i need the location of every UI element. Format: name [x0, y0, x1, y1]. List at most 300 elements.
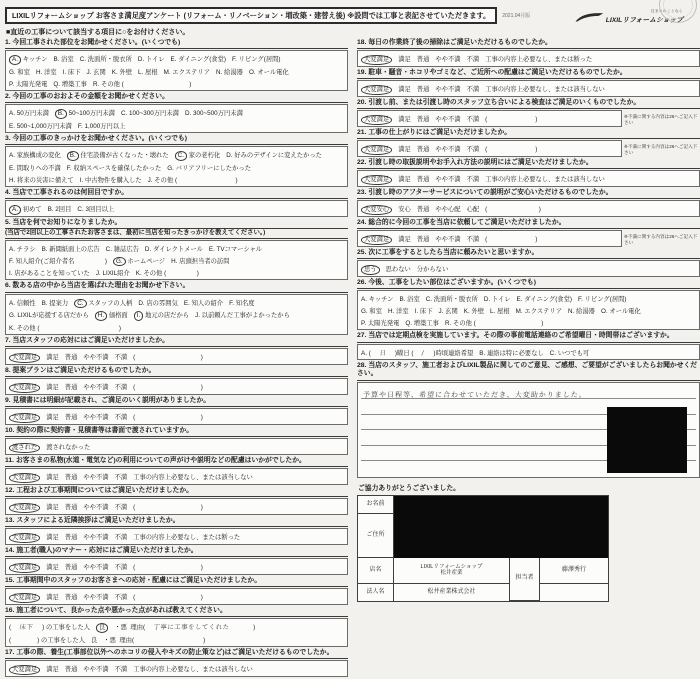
question-1	[5, 39, 348, 91]
option[interactable]: (	[485, 146, 488, 154]
selected-option[interactable]: 大変満足	[361, 145, 392, 155]
option[interactable]: A. キッチン	[361, 296, 394, 304]
option-letter: E.	[208, 245, 215, 253]
option-line	[361, 142, 618, 155]
option[interactable]: (	[133, 414, 136, 422]
option[interactable]: B. 浴室	[53, 56, 74, 64]
option[interactable]: 満足	[46, 666, 59, 674]
option[interactable]: やや不満	[435, 86, 461, 94]
option[interactable]: E. 間取りへの不満	[9, 164, 61, 172]
option[interactable]: 普通	[416, 86, 430, 94]
option[interactable]: )時頃連絡希望	[433, 349, 474, 357]
option[interactable]: I. 床下	[414, 308, 433, 316]
option[interactable]: 不満	[114, 474, 128, 482]
option-letter: J.	[438, 308, 444, 316]
option[interactable]: やや不満	[435, 146, 461, 154]
selected-option[interactable]: 思う	[361, 265, 380, 275]
option[interactable]: 不満	[114, 564, 128, 572]
option[interactable]: K. 外壁	[111, 68, 133, 76]
option[interactable]: )	[141, 384, 203, 392]
option[interactable]: ) の工事をした人	[37, 636, 86, 644]
question-title: 6. 数ある店の中から当店を選ばれた理由をお聞かせ下さい。	[5, 282, 348, 292]
option[interactable]: E. ダイニング(食堂)	[516, 296, 573, 304]
option[interactable]: R. その他 (	[92, 80, 124, 88]
option[interactable]: 不満	[114, 414, 128, 422]
option[interactable]: )	[141, 594, 203, 602]
option-letter: F.	[66, 164, 72, 172]
option[interactable]: やや不満	[83, 474, 109, 482]
option[interactable]: )	[141, 504, 203, 512]
option[interactable]: (	[133, 594, 136, 602]
option[interactable]: B. 提案力	[41, 299, 69, 307]
option[interactable]: やや不満	[83, 666, 109, 674]
option[interactable]: D. トイレ	[483, 296, 511, 304]
thanks-message: ご協力ありがとうございました。	[358, 484, 460, 492]
option-line	[9, 560, 344, 573]
option[interactable]: 満足	[46, 354, 59, 362]
option[interactable]: N. 給湯器	[216, 68, 243, 76]
option[interactable]: 普通	[416, 206, 430, 214]
circle-mark: I.	[134, 311, 144, 321]
selected-option[interactable]: 大変安心	[361, 205, 392, 215]
selected-option[interactable]: I. 地元の店だから	[134, 312, 189, 319]
option[interactable]: F. 収納スペースを確保したかった	[66, 164, 162, 172]
question-title: 7. 当店スタッフの応対にはご満足いただけましたか。	[5, 337, 348, 347]
option[interactable]: 満足	[46, 594, 59, 602]
question-2	[5, 93, 348, 133]
question-16	[5, 607, 348, 647]
option[interactable]: )	[80, 257, 108, 265]
option[interactable]: )	[493, 206, 541, 214]
option[interactable]: 工事の内容上必要なし、または該当しない	[485, 176, 605, 184]
selected-option[interactable]: 大変満足	[361, 115, 392, 125]
option[interactable]: J. 玄関	[86, 68, 106, 76]
option-letter: D.	[144, 245, 152, 253]
option[interactable]: 不満	[466, 176, 480, 184]
questions-column-left	[5, 39, 348, 679]
question-title: 24. 総合的に今回の工事を当店に依頼してご満足いただけましたか。	[357, 219, 700, 229]
option[interactable]: P. 太陽光発電	[9, 80, 48, 88]
selected-option[interactable]: A. 初めて	[9, 206, 42, 213]
option-line	[9, 242, 344, 254]
option[interactable]: )	[493, 146, 538, 154]
address-label: ご住所	[358, 514, 394, 558]
option[interactable]: H. 洋室	[388, 308, 409, 316]
option[interactable]: C. 洗面所・脱衣所	[425, 296, 478, 304]
option[interactable]: B. 浴室	[399, 296, 420, 304]
staff-value-empty	[540, 584, 608, 601]
option[interactable]: C. 雑誌広告	[105, 245, 139, 253]
option[interactable]: J. その他 (	[147, 176, 178, 184]
option[interactable]	[17, 637, 31, 644]
option[interactable]: J. 玄関	[438, 308, 458, 316]
option[interactable]: Q. 増築工事	[405, 320, 439, 328]
option[interactable]: R. その他 (	[444, 320, 476, 328]
option-letter: K.	[111, 68, 118, 76]
option[interactable]: 満足	[46, 414, 59, 422]
option[interactable]: J. 以前頼んだ工事がよかったから	[195, 312, 290, 320]
option[interactable]: K. その他 (	[135, 270, 167, 278]
option[interactable]: 不満	[466, 116, 480, 124]
option[interactable]: やや不満	[83, 504, 109, 512]
option[interactable]: I. 中古物件を購入した	[79, 176, 142, 184]
question-23	[357, 189, 700, 217]
option[interactable]: )	[140, 636, 206, 644]
option-line	[361, 316, 696, 328]
option[interactable]: J. LIXIL紹介	[95, 270, 130, 278]
option-letter: F.	[77, 122, 83, 130]
answer-box	[5, 348, 348, 365]
option-letter: D.	[184, 110, 192, 118]
selected-option[interactable]: 大変満足	[361, 85, 392, 95]
option[interactable]: F. 知人紹介(ご紹介者名	[9, 257, 75, 265]
option[interactable]: 工事の内容上必要なし、または該当しない	[133, 474, 253, 482]
option[interactable]: O. オール電化	[600, 308, 641, 316]
option[interactable]: 満足	[398, 236, 411, 244]
answer-box	[357, 170, 700, 187]
option-letter: P.	[9, 80, 15, 88]
option[interactable]: 普通	[64, 504, 78, 512]
option[interactable]: ・悪 理由(	[103, 636, 135, 644]
option[interactable]: 不満	[466, 56, 480, 64]
selected-option[interactable]: 大変満足	[361, 235, 392, 245]
option[interactable]: D. 店の雰囲気	[138, 299, 178, 307]
question-27	[357, 332, 700, 359]
option[interactable]: I. 床下	[62, 68, 81, 76]
answer-box	[5, 468, 348, 485]
option[interactable]: 満足	[46, 564, 59, 572]
question-19	[357, 69, 700, 97]
option[interactable]: )	[493, 236, 538, 244]
option-letter: R.	[92, 80, 100, 88]
option-letter: E.	[183, 299, 190, 307]
option[interactable]: やや心配	[435, 206, 461, 214]
option[interactable]: 不満	[114, 666, 128, 674]
selected-option[interactable]: C. スタッフの人柄	[74, 300, 132, 307]
option[interactable]: )	[141, 354, 203, 362]
option[interactable]: 良	[91, 636, 98, 644]
question-title: 18. 毎日の作業終了後の掃除はご満足いただけるものでしたか。	[357, 39, 700, 49]
option[interactable]: 不満	[114, 384, 128, 392]
option-letter: C.	[120, 110, 128, 118]
footnote: ※不満に関する内容は26へご記入下さい	[624, 234, 698, 245]
option[interactable]: 普通	[416, 236, 430, 244]
option[interactable]: 不満	[114, 594, 128, 602]
staff-label: 担当者	[510, 558, 540, 601]
option[interactable]: )	[141, 414, 203, 422]
option[interactable]: 満足	[398, 146, 411, 154]
option[interactable]: G. LIXILが応援する店だから	[9, 312, 89, 320]
option[interactable]: 普通	[64, 594, 78, 602]
option[interactable]: ) の工事をした人	[42, 624, 91, 632]
question-title: 1. 今回工事された部位をお聞かせください。(いくつでも)	[5, 39, 348, 49]
option[interactable]: 普通	[416, 146, 430, 154]
option[interactable]: 心配	[466, 206, 480, 214]
staff-value: 藤澤秀行	[540, 558, 608, 584]
option[interactable]: E. 500~1,000万円未満	[9, 122, 72, 130]
option[interactable]: やや不満	[83, 534, 109, 542]
option[interactable]: やや不満	[435, 116, 461, 124]
option-line	[361, 346, 696, 358]
circle-mark: C.	[74, 299, 86, 309]
option[interactable]: C. 100~300万円未満	[120, 110, 179, 118]
option-letter: O.	[600, 308, 608, 316]
question-title: 27. 当店では定期点検を実施しています。その際の事前電話連絡のご希望曜日・時間帯はございますか。	[357, 332, 700, 342]
selected-option[interactable]: 大変満足	[361, 175, 392, 185]
option[interactable]: ・悪 理由(	[114, 624, 146, 632]
answer-box	[357, 110, 622, 127]
answer-box	[357, 200, 700, 217]
option[interactable]: 普通	[64, 354, 78, 362]
option[interactable]: 満足	[46, 504, 59, 512]
option[interactable]: 安心	[398, 206, 411, 214]
option[interactable]: G. 和室	[9, 68, 30, 76]
shop-value-line1: LIXILリフォームショップ	[420, 563, 483, 570]
option[interactable]: M. エクステリア	[163, 68, 210, 76]
option[interactable]: 分からない	[416, 266, 449, 274]
option[interactable]: C. 3回目以上	[77, 206, 115, 214]
option[interactable]: やや不満	[435, 56, 461, 64]
option[interactable]: (	[485, 116, 488, 124]
selected-option[interactable]: H. 価格面	[95, 312, 128, 319]
option[interactable]: K. 外壁	[463, 308, 485, 316]
answer-box	[5, 528, 348, 545]
option[interactable]: H. 店頭担当者の訪問	[171, 257, 230, 265]
form-version: 2021.04月版	[502, 13, 531, 19]
option[interactable]: 不満	[114, 534, 128, 542]
option[interactable]: 普通	[416, 56, 430, 64]
option[interactable]: P. 太陽光発電	[361, 320, 400, 328]
company-label: 法人名	[358, 584, 394, 601]
selected-option[interactable]: 良	[96, 623, 108, 633]
option-letter: J.	[86, 68, 92, 76]
option-letter: D.	[226, 152, 233, 160]
option[interactable]: L. 屋根	[490, 308, 510, 316]
option[interactable]: )	[481, 320, 544, 328]
option[interactable]: A. チラシ	[9, 245, 36, 253]
option[interactable]: A. 信頼性	[9, 299, 36, 307]
question-title: 11. お客さまの私物(水道・電気など)の利用についての声がけや説明などの配慮はいかがでしたか。	[5, 457, 348, 467]
option[interactable]: O. オール電化	[248, 68, 289, 76]
option[interactable]: 満足	[398, 116, 411, 124]
option[interactable]: )	[235, 624, 256, 632]
option[interactable]: 工事の内容上必要なし、または該当しない	[133, 666, 253, 674]
option[interactable]: C. 洗面所・脱衣所	[79, 56, 132, 64]
option[interactable]: 満足	[398, 56, 411, 64]
option[interactable]: G. 和室	[361, 308, 382, 316]
option-letter: C.	[425, 296, 433, 304]
option-letter: F.	[9, 257, 14, 265]
circle-mark: A.	[9, 55, 21, 65]
selected-option[interactable]: 大変満足	[9, 563, 40, 573]
question-title: 4. 当店で工事されるのは何回目ですか。	[5, 189, 348, 199]
option[interactable]: 不満	[114, 354, 128, 362]
option[interactable]: )	[493, 116, 538, 124]
name-label: お名前	[358, 496, 394, 514]
question-title: 2. 今回の工事のおおよその金額をお聞かせください。	[5, 93, 348, 103]
option[interactable]: E. ダイニング(食堂)	[170, 56, 227, 64]
option[interactable]: (	[133, 504, 136, 512]
option[interactable]: 普通	[64, 474, 78, 482]
option[interactable]: E. TVコマーシャル	[208, 245, 263, 253]
option[interactable]: やや不満	[83, 594, 109, 602]
option[interactable]: 思わない	[385, 266, 411, 274]
option-letter: B.	[399, 296, 406, 304]
option-letter: D.	[137, 56, 145, 64]
option-letter: J.	[195, 312, 200, 320]
option[interactable]: M. エクステリア	[515, 308, 562, 316]
option-line	[361, 52, 696, 65]
question-24	[357, 219, 700, 247]
option[interactable]: B. 連絡は特に必要なし	[479, 349, 544, 357]
option-letter: I.	[79, 176, 84, 184]
option[interactable]: D. 好みのデザインに変えたかった	[226, 152, 322, 160]
footnote: ※不満に関する内容は26へご記入下さい	[624, 114, 698, 125]
option[interactable]: F. 知名度	[229, 299, 255, 307]
option[interactable]: )	[183, 176, 238, 184]
option[interactable]: E. 知人の紹介	[183, 299, 224, 307]
option[interactable]: 満足	[398, 86, 411, 94]
instruction-line: ■直近の工事について該当する項目に○をお付けください。	[6, 29, 190, 36]
selected-option[interactable]: 大変満足	[9, 473, 40, 483]
option[interactable]: 不満	[466, 146, 480, 154]
selected-option[interactable]: 大変満足	[9, 533, 40, 543]
option[interactable]: やや不満	[435, 176, 461, 184]
option[interactable]: 普通	[64, 384, 78, 392]
option[interactable]: (	[133, 384, 136, 392]
question-title: 8. 提案プランはご満足いただけるものでしたか。	[5, 367, 348, 377]
option-line	[361, 112, 618, 125]
option[interactable]: 満足	[46, 474, 59, 482]
selected-option[interactable]: 大変満足	[9, 383, 40, 393]
option[interactable]: )	[172, 270, 199, 278]
option[interactable]: F. リビング(居間)	[578, 296, 627, 304]
option[interactable]: G. バリアフリーにしたかった	[167, 164, 251, 172]
option[interactable]: C. いつでも可	[549, 349, 590, 357]
option[interactable]: H. 将来の災害に備えて	[9, 176, 74, 184]
selected-option[interactable]: 大変満足	[9, 593, 40, 603]
selected-option[interactable]: 大変満足	[361, 55, 392, 65]
option[interactable]: K. その他 (	[9, 324, 40, 332]
option[interactable]: (	[9, 624, 12, 632]
handwritten-entry: /	[419, 349, 428, 357]
answer-box	[5, 438, 348, 455]
answer-box	[5, 558, 348, 575]
option[interactable]: 工事の内容上必要なし、または断った	[133, 534, 241, 542]
option[interactable]: 普通	[416, 116, 430, 124]
option[interactable]: 満足	[46, 384, 59, 392]
question-title: 15. 工事期間中のスタッフのお客さまへの応対・配慮にはご満足いただけましたか。	[5, 577, 348, 587]
option-line	[9, 350, 344, 363]
selected-option[interactable]: 大変満足	[9, 353, 40, 363]
option-letter: F.	[232, 56, 237, 64]
answer-box	[5, 146, 348, 187]
option[interactable]: D. ダイレクトメール	[144, 245, 203, 253]
option[interactable]: 満足	[398, 176, 411, 184]
option[interactable]: やや不満	[435, 236, 461, 244]
option[interactable]: B. 新聞紙面上の広告	[41, 245, 100, 253]
option[interactable]: 普通	[416, 176, 430, 184]
option[interactable]: I. 店があることを知っていた	[9, 270, 90, 278]
selected-option[interactable]: 大変満足	[9, 413, 40, 423]
option[interactable]: F. 1,000万円以上	[77, 122, 126, 130]
question-9	[5, 397, 348, 425]
option[interactable]: L. 屋根	[138, 68, 158, 76]
option-letter: H.	[9, 176, 16, 184]
option-line	[9, 266, 344, 278]
option[interactable]: A. 50万円未満	[9, 110, 49, 118]
option[interactable]: やや不満	[83, 384, 109, 392]
selected-option[interactable]: A. キッチン	[9, 56, 47, 63]
option[interactable]: A. (	[361, 349, 371, 357]
option[interactable]: (	[133, 564, 136, 572]
option[interactable]: 満足	[46, 534, 59, 542]
option-letter: H.	[388, 308, 395, 316]
option-line	[361, 304, 696, 316]
option[interactable]: Q. 増築工事	[53, 80, 87, 88]
option[interactable]: )	[129, 80, 192, 88]
option[interactable]: 不満	[466, 236, 480, 244]
selected-option[interactable]: B. 50~100万円未満	[55, 110, 115, 117]
option[interactable]: 普通	[64, 414, 78, 422]
answer-box	[357, 230, 622, 247]
answer-box	[357, 290, 700, 330]
selected-option[interactable]: 大変満足	[9, 503, 40, 513]
option[interactable]: F. リビング(居間)	[232, 56, 281, 64]
option[interactable]: D. トイレ	[137, 56, 165, 64]
question-21	[357, 129, 700, 157]
option[interactable]: (	[9, 636, 12, 644]
selected-option[interactable]: C. 家の老朽化	[175, 152, 221, 159]
option[interactable]: (	[485, 236, 488, 244]
answer-box	[357, 50, 700, 67]
selected-option[interactable]: G. ホームページ	[113, 258, 165, 265]
option[interactable]: 不満	[114, 504, 128, 512]
option[interactable]: B. 2回目	[47, 206, 72, 214]
question-title: 9. 見積書には明細が記載され、ご満足のいく説明がありましたか。	[5, 397, 348, 407]
option[interactable]: やや不満	[83, 354, 109, 362]
option[interactable]: 不満	[466, 86, 480, 94]
selected-option[interactable]: B. 住宅設備が古くなった・壊れた	[67, 152, 169, 159]
option-letter: A.	[9, 110, 15, 118]
question-3	[5, 135, 348, 187]
option[interactable]: )	[141, 564, 203, 572]
question-title: 21. 工事の仕上がりにはご満足いただけましたか。	[357, 129, 700, 139]
option[interactable]: H. 洋室	[36, 68, 57, 76]
option[interactable]: )曜日 (	[394, 349, 414, 357]
option[interactable]: (	[133, 354, 136, 362]
option[interactable]: )	[45, 324, 122, 332]
option[interactable]: 工事の内容上必要なし、または断った	[485, 56, 593, 64]
option[interactable]: やや不満	[83, 414, 109, 422]
option[interactable]: A. 家族構成の変化	[9, 152, 61, 160]
option[interactable]: (	[485, 206, 488, 214]
option[interactable]: 普通	[64, 666, 78, 674]
ruled-line[interactable]	[361, 384, 696, 400]
option[interactable]: 工事の内容上必要なし、または該当しない	[485, 86, 605, 94]
question-subtitle: (当店で2回以上の工事されたお客さまは、最初に当店を知ったきっかけを教えてください。)	[5, 229, 348, 238]
option[interactable]: 普通	[64, 534, 78, 542]
option[interactable]: D. 300~500万円未満	[184, 110, 243, 118]
option[interactable]: N. 給湯器	[568, 308, 595, 316]
option[interactable]: やや不満	[83, 564, 109, 572]
selected-option[interactable]: 大変満足	[9, 665, 40, 675]
question-13	[5, 517, 348, 545]
option[interactable]: 普通	[64, 564, 78, 572]
form-title: LIXILリフォームショップ お客さま満足度アンケート (リフォーム・リノベーション・増改築・建替え後) ※設問では工事と表記させていただきます。	[5, 7, 497, 24]
selected-option[interactable]: 渡された	[9, 443, 40, 453]
option[interactable]: 渡されなかった	[46, 444, 91, 452]
